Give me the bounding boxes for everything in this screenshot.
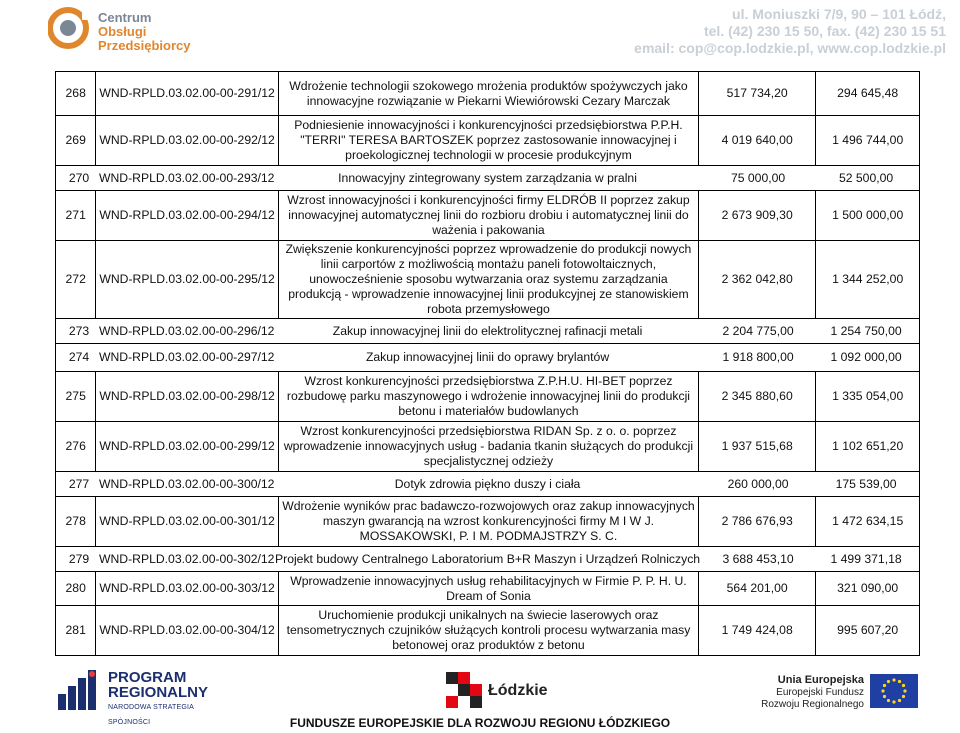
program-line2: REGIONALNY bbox=[108, 684, 209, 701]
row-total-value: 3 688 453,10 bbox=[722, 551, 794, 566]
row-number: 274 bbox=[68, 350, 90, 364]
eu-logo bbox=[750, 670, 920, 714]
row-number: 268 bbox=[56, 72, 96, 116]
table-row bbox=[56, 572, 920, 606]
fund-caption: FUNDUSZE EUROPEJSKIE DLA ROZWOJU REGIONU ŁÓDZKIEGO bbox=[289, 716, 671, 730]
row-code: WND-RPLD.03.02.00-00-293/12 bbox=[99, 170, 275, 185]
table-row bbox=[56, 547, 920, 572]
table-row bbox=[56, 191, 920, 241]
merged-row bbox=[56, 472, 920, 497]
logo-line3: Przedsiębiorcy bbox=[98, 38, 191, 53]
cop-logo bbox=[48, 4, 191, 62]
contact-phone: tel. (42) 230 15 50, fax. (42) 230 15 51 bbox=[703, 23, 946, 39]
table-row bbox=[56, 422, 920, 472]
row-number: 276 bbox=[56, 422, 96, 472]
row-code: WND-RPLD.03.02.00-00-295/12 bbox=[96, 241, 278, 319]
row-total-value: 1 749 424,08 bbox=[699, 606, 816, 656]
row-cofinancing: 1 092 000,00 bbox=[830, 350, 902, 364]
row-total-value: 1 918 800,00 bbox=[722, 350, 794, 364]
row-code: WND-RPLD.03.02.00-00-298/12 bbox=[96, 372, 278, 422]
program-line1: PROGRAM bbox=[108, 669, 187, 686]
row-total-value: 260 000,00 bbox=[727, 476, 789, 491]
row-cofinancing: 1 499 371,18 bbox=[830, 551, 902, 566]
row-cofinancing: 321 090,00 bbox=[816, 572, 920, 606]
row-total-value: 1 937 515,68 bbox=[699, 422, 816, 472]
row-description: Wzrost innowacyjności i konkurencyjności firmy ELDRÓB II poprzez zakup innowacyjnej automatycznej linii do rozbioru drobiu i automatycznej linii do ważenia i pakowania bbox=[278, 191, 698, 241]
row-cofinancing: 1 472 634,15 bbox=[816, 497, 920, 547]
row-code: WND-RPLD.03.02.00-00-291/12 bbox=[96, 72, 278, 116]
row-description: Wzrost konkurencyjności przedsiębiorstwa Z.P.H.U. HI-BET poprzez rozbudowę parku maszynowego i wdrożenie innowacyjnej linii do produkcji betonu i materiałów budowlanych bbox=[278, 372, 698, 422]
row-description: Wdrożenie wyników prac badawczo-rozwojowych oraz zakup innowacyjnych maszyn gwarancją na wzrost konkurencyjności firmy M I W J. MOSSAKOWSKI, P. I M. PODMAJSTRZY S. C. bbox=[278, 497, 698, 547]
eu-line1: Unia Europejska bbox=[777, 674, 864, 686]
table-row bbox=[56, 116, 920, 166]
row-code: WND-RPLD.03.02.00-00-294/12 bbox=[96, 191, 278, 241]
table-row bbox=[56, 319, 920, 344]
row-total-value: 2 204 775,00 bbox=[722, 323, 794, 338]
row-total-value: 75 000,00 bbox=[730, 170, 786, 185]
merged-row bbox=[56, 547, 920, 572]
row-number: 278 bbox=[56, 497, 96, 547]
eu-flag-icon bbox=[870, 674, 918, 708]
program-regionalny-logo bbox=[56, 668, 236, 726]
cop-logo-icon bbox=[48, 4, 94, 52]
row-code: WND-RPLD.03.02.00-00-303/12 bbox=[96, 572, 278, 606]
row-number: 273 bbox=[68, 323, 90, 338]
row-number: 280 bbox=[56, 572, 96, 606]
row-number: 271 bbox=[56, 191, 96, 241]
row-number: 275 bbox=[56, 372, 96, 422]
region-name: Łódzkie bbox=[488, 682, 548, 699]
projects-table bbox=[55, 71, 920, 656]
lodzkie-logo bbox=[446, 672, 556, 712]
row-cofinancing: 1 500 000,00 bbox=[816, 191, 920, 241]
page-footer bbox=[0, 660, 960, 733]
row-cofinancing: 1 344 252,00 bbox=[816, 241, 920, 319]
row-total-value: 2 673 909,30 bbox=[699, 191, 816, 241]
row-description: Wdrożenie technologii szokowego mrożenia produktów spożywczych jako innowacyjne rozwiązanie w Piekarni Wiewiórowski Cezary Marczak bbox=[278, 72, 698, 116]
row-cofinancing: 1 335 054,00 bbox=[816, 372, 920, 422]
table-row bbox=[56, 166, 920, 191]
logo-line2: Obsługi bbox=[98, 24, 147, 39]
table-row bbox=[56, 344, 920, 372]
row-description: Zakup innowacyjnej linii do elektrolitycznej rafinacji metali bbox=[332, 323, 643, 338]
row-cofinancing: 294 645,48 bbox=[816, 72, 920, 116]
row-code: WND-RPLD.03.02.00-00-292/12 bbox=[96, 116, 278, 166]
row-cofinancing: 1 254 750,00 bbox=[830, 323, 902, 338]
table-row bbox=[56, 472, 920, 497]
eu-line2: Europejski Fundusz bbox=[776, 687, 864, 698]
table-row bbox=[56, 72, 920, 116]
row-number: 279 bbox=[68, 551, 90, 566]
table-row bbox=[56, 241, 920, 319]
row-description: Zwiększenie konkurencyjności poprzez wprowadzenie do produkcji nowych linii carportów z możliwością montażu paneli fotowoltaicznych, unowocześnienie sposobu wytwarzania oraz systemu zarządzania produkcją - wprowadzenie innowacyjnej linii produkcyjnej ze stanowiskiem robota przemysłowego bbox=[278, 241, 698, 319]
row-code: WND-RPLD.03.02.00-00-304/12 bbox=[96, 606, 278, 656]
table-row bbox=[56, 372, 920, 422]
row-description: Podniesienie innowacyjności i konkurencyjności przedsiębiorstwa P.P.H. "TERRI" TERESA BARTOSZEK poprzez zastosowanie innowacyjnej i proekologicznej technologii w procesie produkcyjnym bbox=[278, 116, 698, 166]
row-code: WND-RPLD.03.02.00-00-300/12 bbox=[99, 476, 275, 491]
row-total-value: 2 345 880,60 bbox=[699, 372, 816, 422]
row-number: 281 bbox=[56, 606, 96, 656]
row-cofinancing: 995 607,20 bbox=[816, 606, 920, 656]
row-code: WND-RPLD.03.02.00-00-301/12 bbox=[96, 497, 278, 547]
row-description: Wprowadzenie innowacyjnych usług rehabilitacyjnych w Firmie P. P. H. U. Dream of Sonia bbox=[278, 572, 698, 606]
page-header bbox=[0, 0, 960, 70]
row-cofinancing: 175 539,00 bbox=[835, 476, 897, 491]
row-description: Uruchomienie produkcji unikalnych na świecie laserowych oraz tensometrycznych czujników służących kontroli procesu wytwarzania masy betonowej oraz produktów z betonu bbox=[278, 606, 698, 656]
row-code: WND-RPLD.03.02.00-00-299/12 bbox=[96, 422, 278, 472]
contact-block bbox=[634, 6, 946, 57]
row-description: Innowacyjny zintegrowany system zarządzania w pralni bbox=[338, 170, 637, 185]
row-total-value: 564 201,00 bbox=[699, 572, 816, 606]
row-number: 272 bbox=[56, 241, 96, 319]
row-code: WND-RPLD.03.02.00-00-302/12 bbox=[99, 551, 275, 566]
row-total-value: 2 362 042,80 bbox=[699, 241, 816, 319]
program-sub: NARODOWA STRATEGIA SPÓJNOŚCI bbox=[108, 704, 194, 726]
row-description: Wzrost konkurencyjności przedsiębiorstwa RIDAN Sp. z o. o. poprzez wprowadzenie innowacyjnych usług - badania tkanin służących do produkcji specjalistycznej odzieży bbox=[278, 422, 698, 472]
row-total-value: 517 734,20 bbox=[699, 72, 816, 116]
merged-row bbox=[56, 319, 920, 344]
row-description: Zakup innowacyjnej linii do oprawy brylantów bbox=[365, 350, 610, 364]
row-number: 269 bbox=[56, 116, 96, 166]
row-number: 270 bbox=[68, 170, 90, 185]
program-logo-icon bbox=[56, 668, 100, 712]
row-code: WND-RPLD.03.02.00-00-297/12 bbox=[99, 350, 275, 364]
row-total-value: 2 786 676,93 bbox=[699, 497, 816, 547]
merged-row bbox=[56, 344, 920, 372]
table-row bbox=[56, 497, 920, 547]
contact-address: ul. Moniuszki 7/9, 90 – 101 Łódź, bbox=[732, 6, 946, 22]
table-row bbox=[56, 606, 920, 656]
eu-line3: Rozwoju Regionalnego bbox=[761, 699, 864, 710]
row-cofinancing: 52 500,00 bbox=[838, 170, 894, 185]
logo-line1: Centrum bbox=[98, 10, 152, 25]
row-code: WND-RPLD.03.02.00-00-296/12 bbox=[99, 323, 275, 338]
lodzkie-logo-icon bbox=[446, 672, 484, 710]
row-number: 277 bbox=[68, 476, 90, 491]
row-description: Projekt budowy Centralnego Laboratorium B+R Maszyn i Urządzeń Rolniczych bbox=[275, 551, 701, 566]
row-cofinancing: 1 102 651,20 bbox=[816, 422, 920, 472]
row-cofinancing: 1 496 744,00 bbox=[816, 116, 920, 166]
contact-web: email: cop@cop.lodzkie.pl, www.cop.lodzkie.pl bbox=[634, 40, 946, 56]
merged-row bbox=[56, 166, 920, 191]
row-description: Dotyk zdrowia piękno duszy i ciała bbox=[394, 476, 581, 491]
row-total-value: 4 019 640,00 bbox=[699, 116, 816, 166]
